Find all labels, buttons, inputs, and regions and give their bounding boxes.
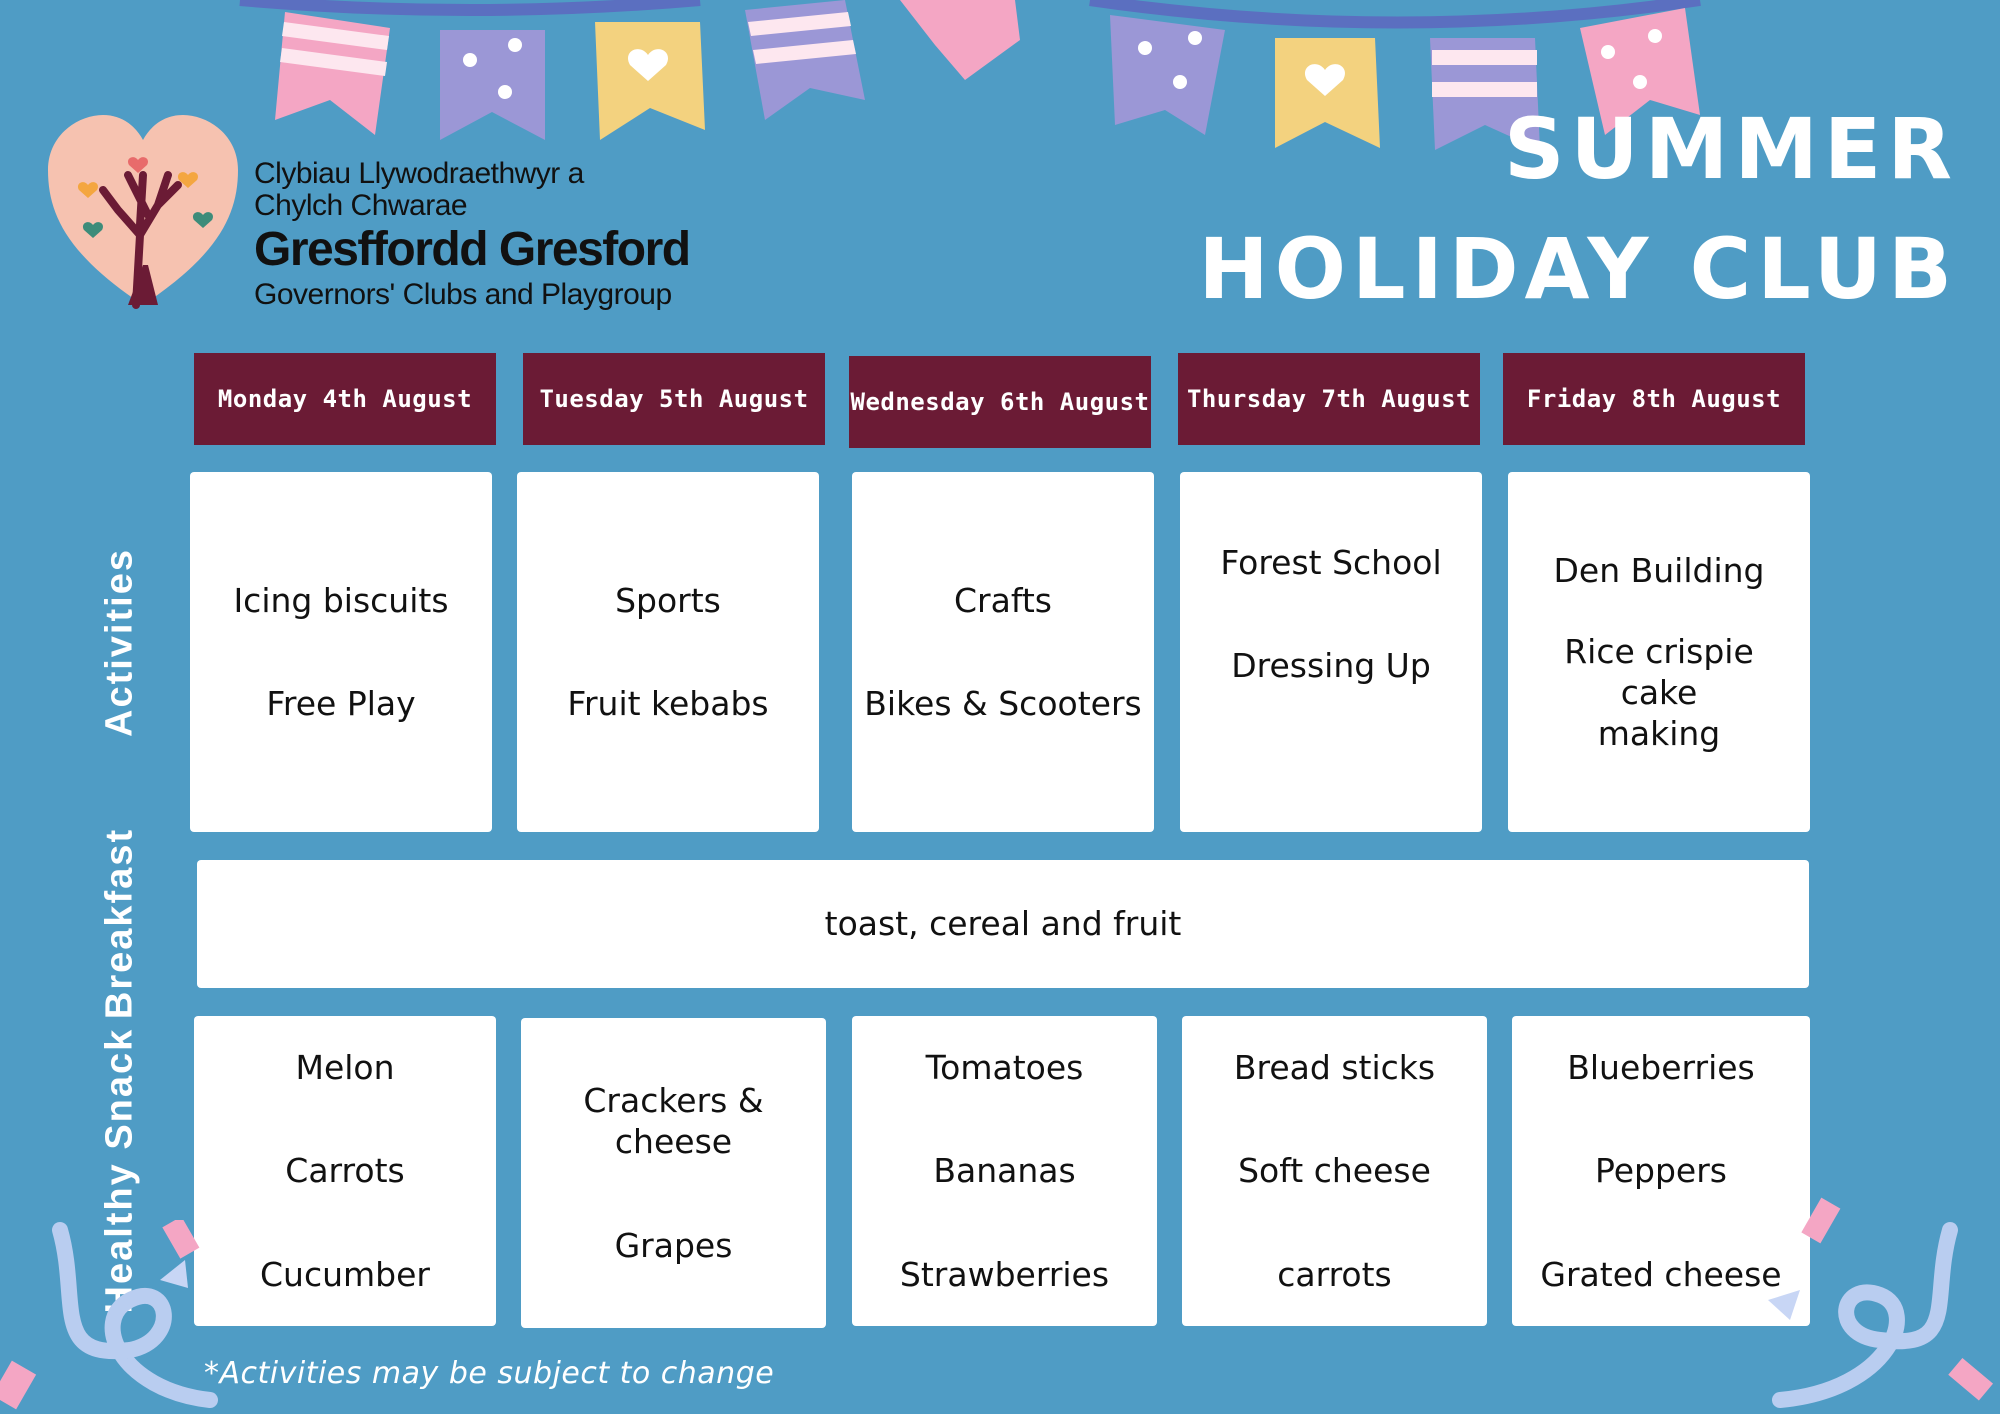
logo-text [254,158,690,312]
activity-item: Bikes & Scooters [864,684,1142,723]
logo-subtitle: Governors' Clubs and Playgroup [254,278,672,311]
day-header-tuesday: Tuesday 5th August [523,353,825,445]
logo-welsh-line2: Chylch Chwarae [254,189,468,222]
activity-item: Fruit kebabs [567,684,769,723]
title-summer: SUMMER [1504,100,1958,198]
title-holiday-club: HOLIDAY CLUB [1198,220,1958,318]
activities-card-tuesday [517,472,819,832]
logo-name: Gresffordd Gresford [254,223,690,276]
snack-card-tuesday [521,1018,826,1328]
ribbon-left-decoration [20,1220,230,1414]
snack-item: Grated cheese [1540,1254,1782,1294]
snack-item: Soft cheese [1238,1151,1431,1191]
day-header-friday: Friday 8th August [1503,353,1805,445]
footnote: *Activities may be subject to change [204,1356,775,1391]
flag-pink-small [900,0,1020,80]
flag-dots-purple [440,30,545,140]
snack-item: Melon [295,1048,395,1088]
snack-card-thursday [1182,1016,1487,1326]
activities-card-monday [190,472,492,832]
row-label-breakfast: Breakfast [98,827,141,1020]
day-header-monday: Monday 4th August [194,353,496,445]
activity-item: Den Building [1553,550,1765,590]
snack-item: Bananas [933,1151,1076,1191]
flag-stripes-pink [275,12,390,135]
flag-dots-purple-2 [1110,15,1225,135]
row-label-activities: Activities [98,548,141,737]
snack-item: Crackers & cheese [583,1081,764,1162]
day-header-thursday: Thursday 7th August [1178,353,1480,445]
snack-item: Grapes [614,1225,733,1265]
snack-item: carrots [1277,1254,1392,1294]
activities-card-thursday [1180,472,1482,832]
snack-item: Strawberries [899,1254,1110,1294]
tree-heart-logo-icon [48,115,238,310]
day-header-wednesday: Wednesday 6th August [849,356,1151,448]
snack-item: Blueberries [1567,1048,1755,1088]
ribbon-right-decoration [1760,1190,2000,1414]
flag-stripes-purple [745,0,865,120]
snack-item: Peppers [1595,1151,1727,1191]
breakfast-text: toast, cereal and fruit [824,904,1182,944]
snack-card-monday [194,1016,496,1326]
snack-item: Cucumber [260,1254,430,1294]
breakfast-card [197,860,1809,988]
activity-item: Rice crispie cake making [1564,631,1754,754]
snack-card-wednesday [852,1016,1157,1326]
snack-item: Bread sticks [1233,1048,1436,1088]
flag-heart-yellow [595,22,705,140]
activity-item: Icing biscuits [233,580,449,620]
snack-item: Tomatoes [925,1048,1084,1088]
activity-item: Free Play [266,684,416,723]
activity-item: Forest School [1220,543,1442,582]
activities-card-friday [1508,472,1810,832]
activity-item: Dressing Up [1231,646,1431,686]
snack-item: Carrots [285,1151,405,1191]
activity-item: Crafts [953,580,1052,620]
row-label-healthy-snack: Healthy Snack [98,1027,141,1314]
activities-card-wednesday [852,472,1154,832]
logo-welsh-line1: Clybiau Llywodraethwyr a [254,157,584,190]
activity-item: Sports [615,580,721,620]
